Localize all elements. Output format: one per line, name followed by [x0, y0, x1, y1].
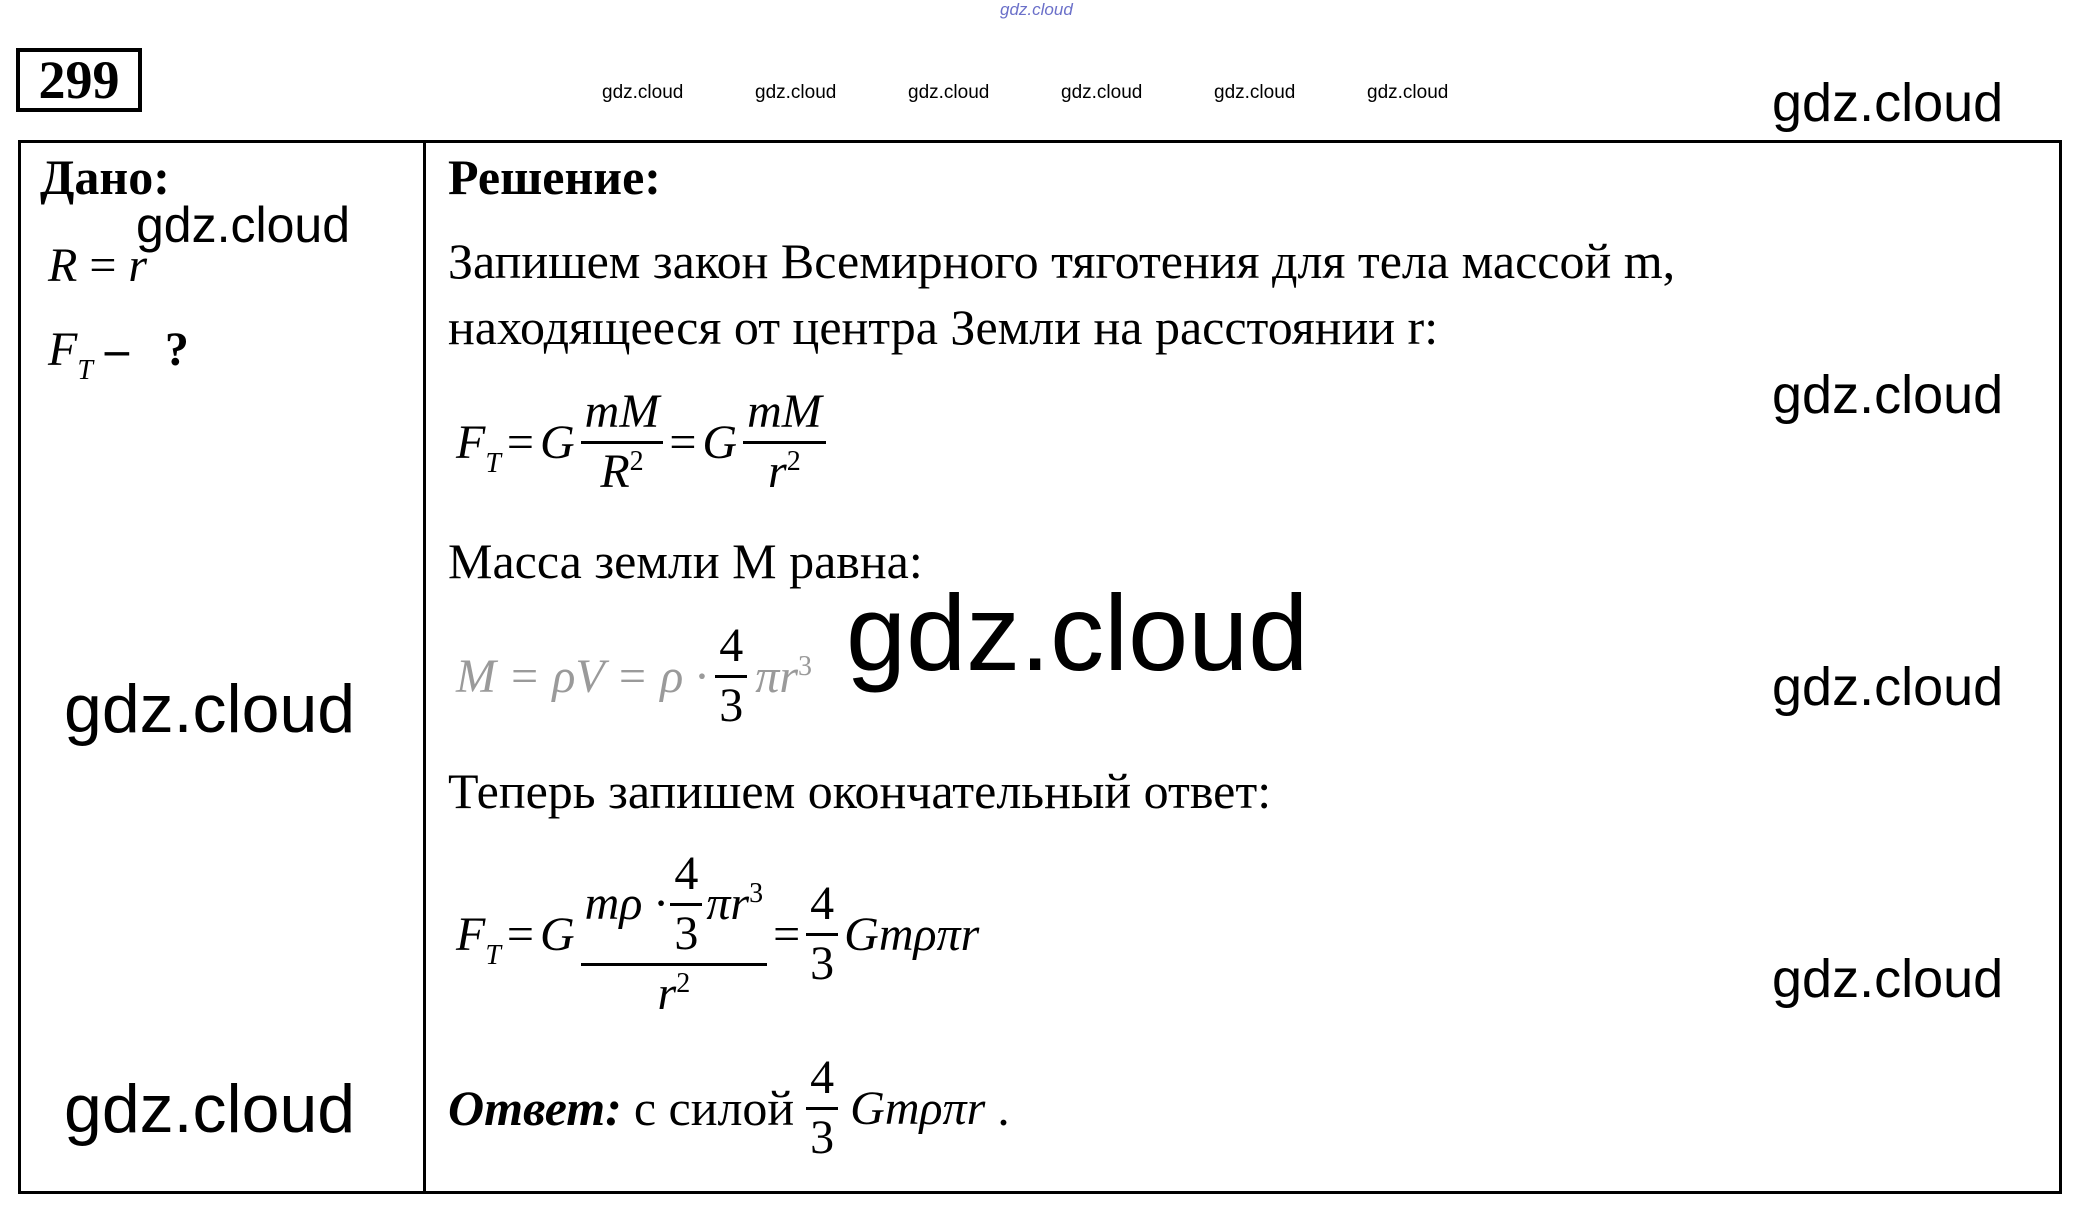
answer-line	[448, 1052, 1010, 1165]
given-force-sub: T	[77, 355, 93, 386]
eq1-g: G	[539, 415, 575, 469]
eq3-fraction: $\frac{4}{3}$	[806, 878, 838, 991]
eq3-g: G	[539, 907, 575, 961]
watermark-given: gdz.cloud	[136, 197, 351, 253]
given-line-1	[48, 238, 147, 293]
watermark-left-middle: gdz.cloud	[64, 671, 356, 747]
top-watermark: gdz.cloud	[1000, 0, 1073, 19]
eq2-lhs: M = ρV = ρ ·	[456, 649, 708, 703]
equation-final	[456, 848, 979, 1020]
given-force: F	[48, 323, 78, 376]
answer-label: Ответ:	[448, 1080, 622, 1137]
problem-number: 299	[16, 48, 142, 112]
eq2-rest: $\pi r^3$	[755, 649, 813, 703]
watermark-small: gdz.cloud	[1214, 82, 1296, 103]
watermark-right-2: gdz.cloud	[1772, 365, 2004, 425]
answer-period: .	[997, 1080, 1010, 1137]
paragraph-1-line-2: находящееся от центра Земли на расстоянии r:	[448, 299, 1439, 355]
paragraph-1-line-1: Запишем закон Всемирного тяготения для тела массой m,	[448, 233, 1676, 289]
eq1-fraction-1: $\frac{mM}{R^2}$	[581, 386, 664, 499]
solution-paragraph-3: Теперь запишем окончательный ответ:	[448, 763, 1272, 819]
answer-text: с силой	[633, 1080, 795, 1137]
given-r-small: r	[128, 239, 148, 292]
equation-earth-mass	[456, 620, 812, 733]
watermark-right-3: gdz.cloud	[1772, 657, 2004, 717]
given-r-capital: R	[48, 239, 78, 292]
given-equals: =	[89, 239, 117, 292]
watermark-right-4: gdz.cloud	[1772, 949, 2004, 1009]
eq3-rest: Gmρπr	[844, 907, 980, 961]
solution-heading: Решение:	[448, 149, 661, 205]
eq1-equals: =	[506, 415, 534, 469]
watermark-small: gdz.cloud	[1061, 82, 1143, 103]
eq2-fraction: $\frac{4}{3}$	[715, 620, 747, 733]
given-line-2	[48, 322, 189, 386]
watermark-center: gdz.cloud	[846, 572, 1309, 693]
given-dash: –	[104, 323, 129, 376]
answer-fraction: $\frac{4}{3}$	[806, 1052, 838, 1165]
watermark-small: gdz.cloud	[755, 82, 837, 103]
eq3-big-fraction: mρ · $\frac{4}{3}$ $\pi r^3$ $r^2$	[581, 848, 767, 1020]
given-question: ?	[164, 323, 189, 376]
eq1-g-2: G	[702, 415, 738, 469]
watermark-small: gdz.cloud	[1367, 82, 1449, 103]
answer-expression: Gmρπr	[850, 1081, 986, 1135]
eq3-equals-2: =	[773, 907, 801, 961]
given-heading: Дано:	[40, 149, 170, 205]
watermark-small: gdz.cloud	[908, 82, 990, 103]
eq1-fraction-2: $\frac{mM}{r^2}$	[743, 386, 826, 499]
watermark-left-bottom: gdz.cloud	[64, 1071, 356, 1147]
watermark-right-1: gdz.cloud	[1772, 73, 2004, 133]
eq3-force: $F_T$	[456, 907, 501, 971]
eq3-equals: =	[506, 907, 534, 961]
eq1-equals-2: =	[669, 415, 697, 469]
solution-paragraph-2: Масса земли М равна:	[448, 533, 923, 589]
column-divider	[423, 140, 426, 1194]
watermark-small: gdz.cloud	[602, 82, 684, 103]
solution-paragraph-1	[448, 228, 1675, 360]
eq1-force: $F_T$	[456, 415, 501, 479]
equation-gravity-law	[456, 386, 826, 499]
